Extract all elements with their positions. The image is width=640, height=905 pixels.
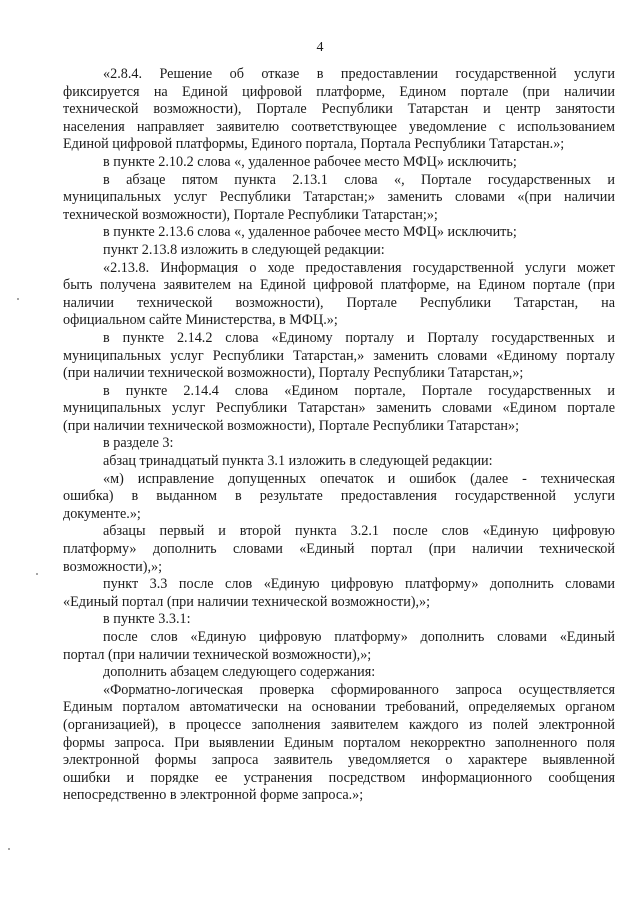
text-line: после слов «Единую цифровую платформу» дополнить словами «Единый — [103, 629, 615, 645]
text-line: фиксируется на Единой цифровой платформе, Едином портале (при наличии — [63, 83, 615, 100]
scan-speck — [8, 848, 10, 850]
text-line: технической возможности), Портале Республики Татарстан;»; — [63, 206, 438, 223]
text-line: в абзаце пятом пункта 2.13.1 слова «, Портале государственных и — [103, 171, 615, 188]
text-line: быть получена заявителем на Единой цифровой платформе, на Едином портале (при — [63, 277, 615, 294]
text-line: «м) исправление допущенных опечаток и ошибок (далее - техническая — [103, 470, 615, 487]
scan-speck — [36, 573, 38, 575]
text-line: Единым порталом автоматически на основании требований, определяемых органом — [63, 699, 615, 716]
text-line: возможности),»; — [63, 558, 163, 575]
document-body — [63, 66, 615, 805]
text-line: портал (при наличии технической возможности),»; — [63, 646, 372, 663]
text-line: в пункте 3.3.1: — [103, 611, 191, 628]
text-line: Единой цифровой платформы, Единого портала, Портала Республики Татарстан.»; — [63, 136, 565, 153]
text-line: (при наличии технической возможности), Портале Республики Татарстан»; — [63, 417, 520, 434]
text-line: в пункте 2.14.4 слова «Едином портале, Портале государственных и — [103, 382, 615, 399]
text-line: населения направляет заявителю соответствующее уведомление с использованием — [63, 118, 615, 135]
text-line: «2.8.4. Решение об отказе в предоставлении государственной услуги — [103, 66, 615, 82]
text-line: в пункте 2.14.2 слова «Единому порталу и Порталу государственных и — [103, 329, 615, 346]
text-line: муниципальных услуг Республики Татарстан» заменить словами «Едином портале — [63, 400, 615, 417]
text-line: официальном сайте Министерства, в МФЦ.»; — [63, 312, 338, 329]
text-line: в разделе 3: — [103, 435, 174, 452]
text-line: пункт 2.13.8 изложить в следующей редакции: — [103, 241, 385, 258]
text-line: платформу» дополнить словами «Единый портал (при наличии технической — [63, 541, 615, 558]
text-line: абзацы первый и второй пункта 3.2.1 после слов «Единую цифровую — [103, 523, 615, 540]
text-line: «Форматно-логическая проверка сформированного запроса осуществляется — [103, 681, 615, 698]
text-line: пункт 3.3 после слов «Единую цифровую платформу» дополнить словами — [103, 576, 615, 593]
text-line: абзац тринадцатый пункта 3.1 изложить в следующей редакции: — [103, 453, 493, 470]
page-number: 4 — [316, 40, 324, 55]
text-line: формы запроса. При выявлении Единым порталом некорректно заполненного поля — [63, 734, 615, 751]
text-line: документе.»; — [63, 505, 141, 522]
text-line: ошибки и порядке ее устранения посредством информационного сообщения — [63, 769, 615, 786]
text-line: ошибка) в выданном в результате предоставления государственной услуги — [63, 488, 615, 505]
text-line: муниципальных услуг Республики Татарстан;» заменить словами «(при наличии — [63, 189, 615, 206]
text-line: (организацией), в процессе заполнения заявителем каждого из полей электронной — [63, 716, 615, 733]
text-line: «Единый портал (при наличии технической возможности),»; — [63, 593, 431, 610]
text-line: в пункте 2.13.6 слова «, удаленное рабочее место МФЦ» исключить; — [103, 224, 517, 241]
text-line: муниципальных услуг Республики Татарстан,» заменить словами «Единому порталу — [63, 347, 615, 364]
text-line: непосредственно в электронной форме запроса.»; — [63, 787, 364, 804]
text-line: дополнить абзацем следующего содержания: — [103, 664, 376, 681]
text-line: наличии технической возможности), Портале Республики Татарстан, на — [63, 294, 615, 311]
text-line: электронной формы запроса заявитель уведомляется о характере выявленной — [63, 752, 615, 769]
text-line: «2.13.8. Информация о ходе предоставления государственной услуги может — [103, 259, 615, 276]
text-line: (при наличии технической возможности), Порталу Республики Татарстан,»; — [63, 365, 524, 382]
text-line: технической возможности), Портале Республики Татарстан и центр занятости — [63, 101, 615, 118]
scan-speck — [17, 298, 19, 300]
text-line: в пункте 2.10.2 слова «, удаленное рабочее место МФЦ» исключить; — [103, 153, 517, 170]
